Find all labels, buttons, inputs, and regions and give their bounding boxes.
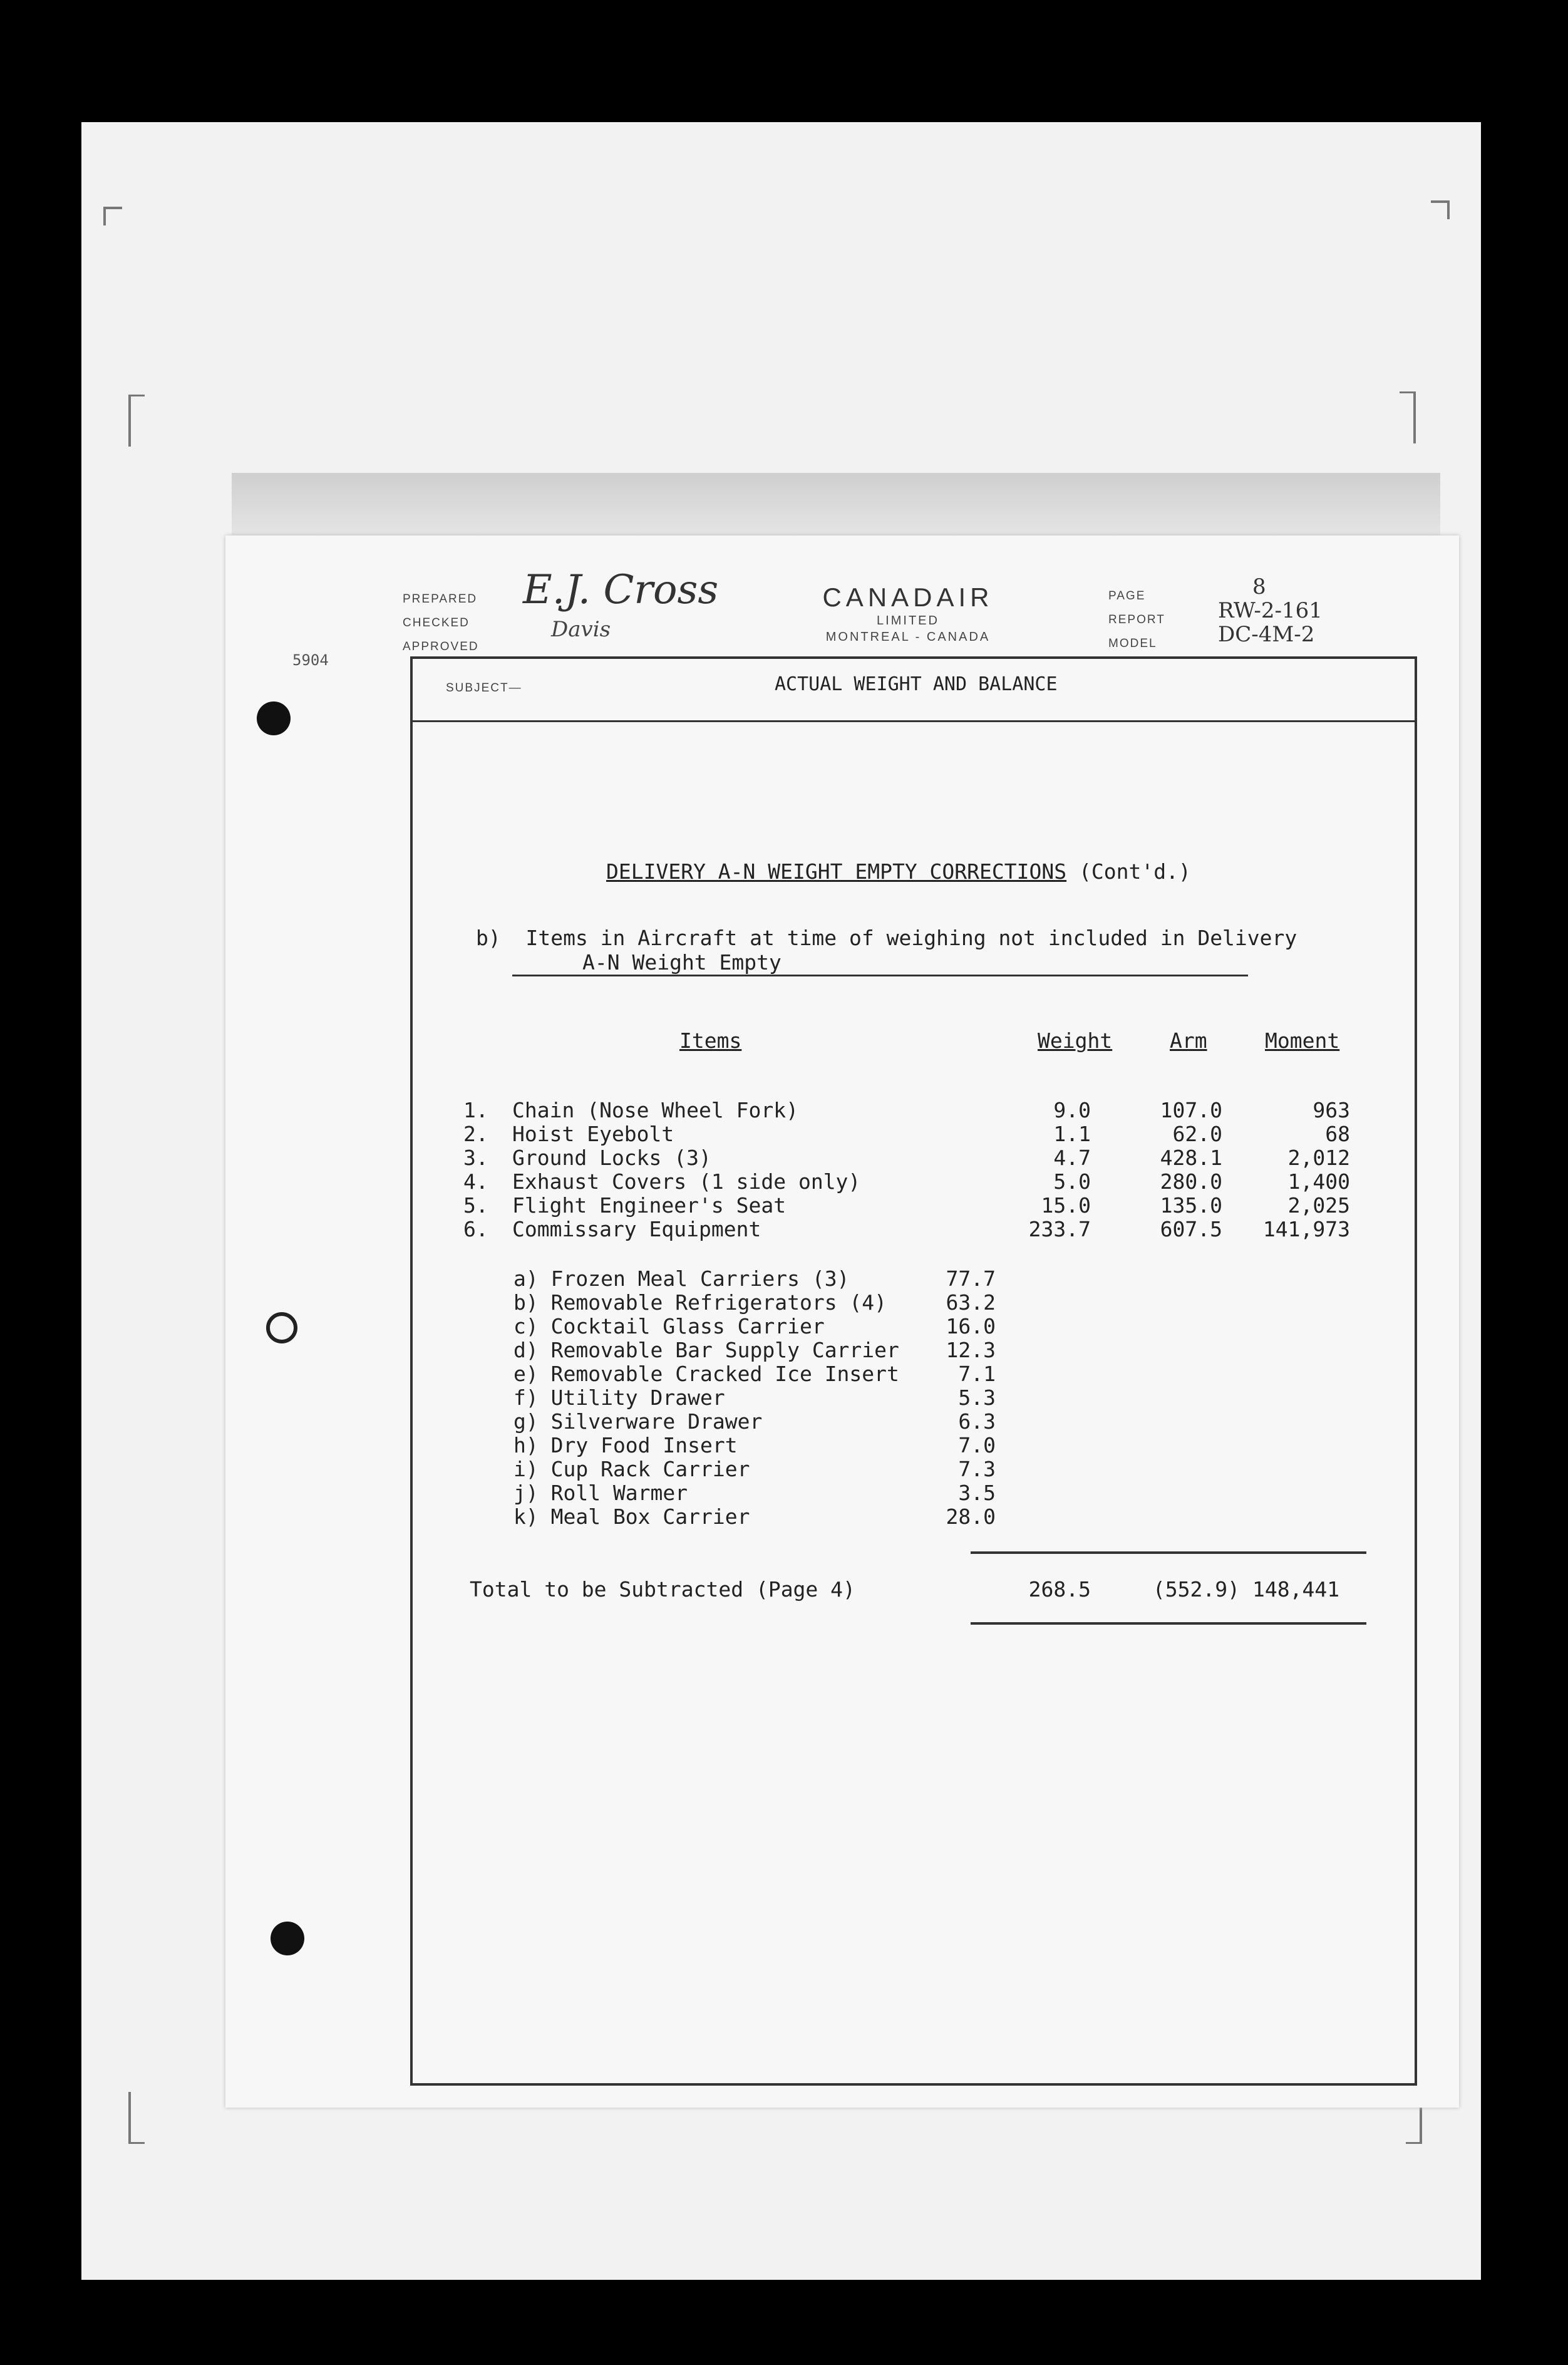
report-labels — [1108, 584, 1165, 656]
subitem-label: h) Dry Food Insert — [513, 1433, 738, 1457]
total-label: Total to be Subtracted (Page 4) — [470, 1577, 855, 1602]
registration-mark — [1400, 391, 1416, 443]
section-underline — [512, 975, 1248, 976]
punch-hole-icon — [257, 701, 291, 735]
company-name: CANADAIR — [822, 582, 994, 612]
report-values — [1218, 575, 1323, 646]
punch-hole-icon — [271, 1922, 304, 1955]
subitem-label: j) Roll Warmer — [513, 1481, 688, 1505]
report-number: RW-2-161 — [1218, 598, 1323, 623]
section-line-1: b) Items in Aircraft at time of weighing not included in Delivery — [476, 926, 1297, 950]
company-location: MONTREAL - CANADA — [825, 630, 991, 644]
section-line-2: A-N Weight Empty — [582, 950, 781, 975]
column-header-weight: Weight — [1038, 1028, 1113, 1053]
subitem-label: a) Frozen Meal Carriers (3) — [513, 1266, 850, 1291]
subitem-label: d) Removable Bar Supply Carrier — [513, 1338, 899, 1362]
page-label: PAGE — [1108, 589, 1146, 603]
row-arm: 607.5 — [1160, 1217, 1222, 1241]
row-moment: 2,012 — [1287, 1146, 1350, 1170]
total-weight: 268.5 — [1028, 1577, 1091, 1602]
subitem-weight: 28.0 — [946, 1504, 996, 1529]
total-rule-bottom — [971, 1622, 1366, 1625]
model-label: MODEL — [1108, 637, 1157, 650]
subject-divider — [410, 720, 1417, 722]
subitem-weight: 5.3 — [958, 1385, 996, 1410]
row-number: 4. — [463, 1169, 488, 1194]
subitem-label: b) Removable Refrigerators (4) — [513, 1290, 887, 1315]
subitem-weight: 63.2 — [946, 1290, 996, 1315]
subitem-label: e) Removable Cracked Ice Insert — [513, 1362, 899, 1386]
registration-mark — [1431, 200, 1450, 219]
row-item: Commissary Equipment — [512, 1217, 761, 1241]
row-weight: 5.0 — [1053, 1169, 1091, 1194]
subitem-label: i) Cup Rack Carrier — [513, 1457, 750, 1481]
section-heading — [606, 859, 1191, 884]
subitem-weight: 6.3 — [958, 1409, 996, 1434]
registration-mark — [128, 395, 145, 447]
subitem-label: f) Utility Drawer — [513, 1385, 725, 1410]
subitem-weight: 7.0 — [958, 1433, 996, 1457]
row-moment: 2,025 — [1287, 1193, 1350, 1218]
subitem-label: c) Cocktail Glass Carrier — [513, 1314, 825, 1338]
subject-text: ACTUAL WEIGHT AND BALANCE — [775, 673, 1058, 695]
row-number: 1. — [463, 1098, 488, 1122]
model-number: DC-4M-2 — [1218, 622, 1315, 647]
column-header-moment: Moment — [1265, 1028, 1340, 1053]
approved-label: APPROVED — [403, 640, 479, 653]
row-number: 6. — [463, 1217, 488, 1241]
row-weight: 4.7 — [1053, 1146, 1091, 1170]
row-arm: 135.0 — [1160, 1193, 1222, 1218]
total-moment: 148,441 — [1252, 1577, 1340, 1602]
subitem-weight: 77.7 — [946, 1266, 996, 1291]
row-number: 2. — [463, 1122, 488, 1146]
subject-label: SUBJECT— — [446, 681, 522, 695]
heading-suffix: (Cont'd.) — [1078, 859, 1191, 884]
row-moment: 68 — [1325, 1122, 1350, 1146]
company-block — [808, 582, 1008, 645]
subitem-weight: 7.1 — [958, 1362, 996, 1386]
row-moment: 141,973 — [1262, 1217, 1350, 1241]
checked-label: CHECKED — [403, 616, 470, 629]
row-moment: 963 — [1313, 1098, 1350, 1122]
header-labels — [403, 587, 479, 659]
total-arm: (552.9) — [1152, 1577, 1240, 1602]
subitem-label: g) Silverware Drawer — [513, 1409, 763, 1434]
subitem-label: k) Meal Box Carrier — [513, 1504, 750, 1529]
checker-signature: Davis — [551, 617, 611, 642]
row-number: 3. — [463, 1146, 488, 1170]
row-arm: 280.0 — [1160, 1169, 1222, 1194]
registration-mark — [103, 207, 122, 225]
row-arm: 107.0 — [1160, 1098, 1222, 1122]
row-weight: 1.1 — [1053, 1122, 1091, 1146]
prepared-label: PREPARED — [403, 593, 478, 606]
row-arm: 62.0 — [1172, 1122, 1222, 1146]
row-weight: 233.7 — [1028, 1217, 1091, 1241]
registration-mark — [128, 2092, 145, 2144]
row-item: Ground Locks (3) — [512, 1146, 711, 1170]
row-item: Flight Engineer's Seat — [512, 1193, 787, 1218]
row-number: 5. — [463, 1193, 488, 1218]
total-rule-top — [971, 1551, 1366, 1554]
row-arm: 428.1 — [1160, 1146, 1222, 1170]
page-number: 8 — [1252, 574, 1266, 599]
column-header-arm: Arm — [1170, 1028, 1207, 1053]
punch-hole-icon — [266, 1312, 297, 1343]
subitem-weight: 3.5 — [958, 1481, 996, 1505]
row-item: Hoist Eyebolt — [512, 1122, 674, 1146]
row-item: Exhaust Covers (1 side only) — [512, 1169, 861, 1194]
preparer-signature: E.J. Cross — [523, 567, 719, 613]
heading-text: DELIVERY A-N WEIGHT EMPTY CORRECTIONS — [606, 859, 1067, 884]
report-label: REPORT — [1108, 613, 1165, 626]
row-moment: 1,400 — [1287, 1169, 1350, 1194]
serial-number: 5904 — [292, 651, 329, 669]
subitem-weight: 12.3 — [946, 1338, 996, 1362]
column-header-items: Items — [679, 1028, 742, 1053]
row-item: Chain (Nose Wheel Fork) — [512, 1098, 798, 1122]
row-weight: 15.0 — [1041, 1193, 1091, 1218]
subitem-weight: 7.3 — [958, 1457, 996, 1481]
subitem-weight: 16.0 — [946, 1314, 996, 1338]
company-line: LIMITED — [877, 614, 939, 628]
row-weight: 9.0 — [1053, 1098, 1091, 1122]
